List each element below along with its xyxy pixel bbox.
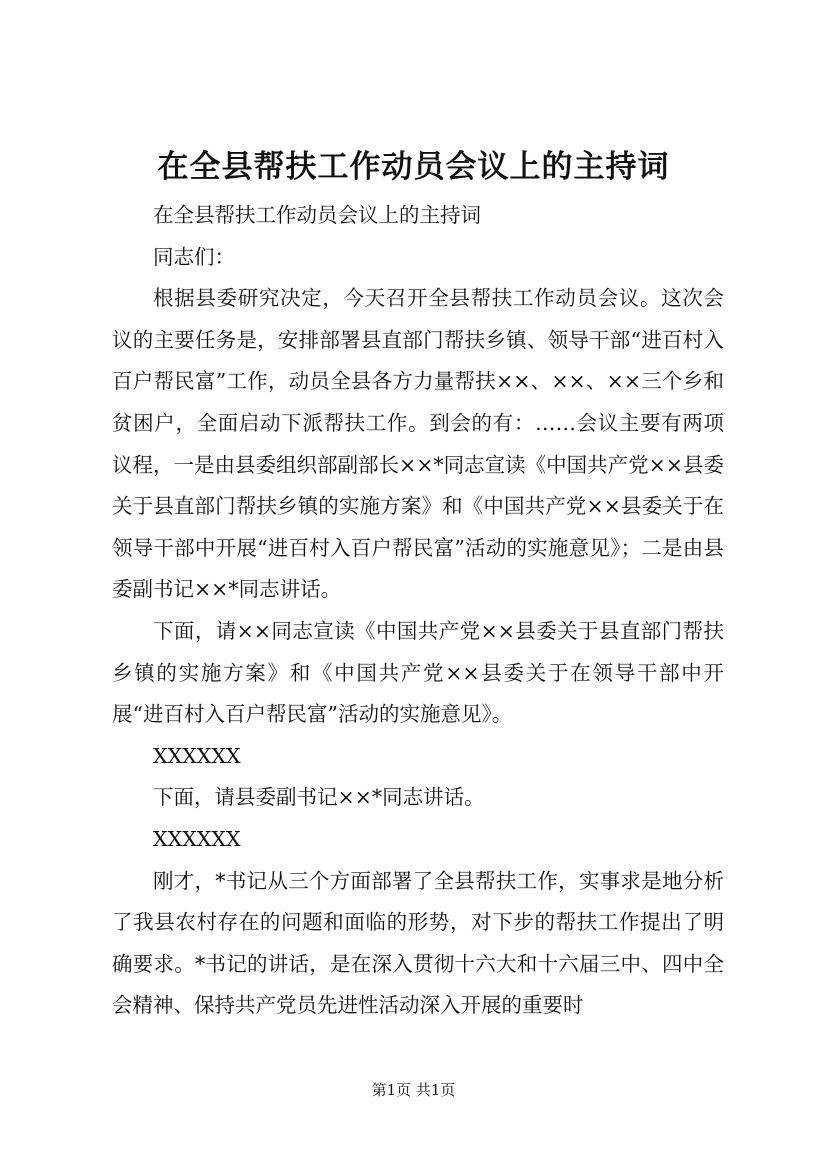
paragraph-placeholder: XXXXXX: [153, 826, 241, 851]
document-body: [112, 195, 724, 1027]
document-title: 在全县帮扶工作动员会议上的主持词: [157, 149, 670, 185]
page-footer: [0, 1080, 827, 1100]
paragraph-opening: 根据县委研究决定，今天召开全县帮扶工作动员会议。这次会议的主要任务是，安排部署县直部门帮扶乡镇、领导干部“进百村入百户帮民富”工作，动员全县各方力量帮扶××、××、××三个乡和贫困户，全面启动下派帮扶工作。到会的有：……会议主要有两项议程，一是由县委组织部副部长××*同志宣读《中国共产党××县委关于县直部门帮扶乡镇的实施方案》和《中国共产党××县委关于在领导干部中开展“进百村入百户帮民富”活动的实施意见》；二是由县委副书记××*同志讲话。: [112, 286, 724, 602]
paragraph-reading-request: 下面，请××同志宣读《中国共产党××县委关于县直部门帮扶乡镇的实施方案》和《中国共产党××县委关于在领导干部中开展“进百村入百户帮民富”活动的实施意见》。: [112, 618, 724, 727]
paragraph-placeholder: XXXXXX: [153, 743, 241, 768]
page-number: 第1页 共1页: [371, 1081, 456, 1099]
paragraph-subtitle: 在全县帮扶工作动员会议上的主持词: [153, 203, 481, 227]
paragraph-summary: 刚才，*书记从三个方面部署了全县帮扶工作，实事求是地分析了我县农村存在的问题和面临的形势，对下步的帮扶工作提出了明确要求。*书记的讲话，是在深入贯彻十六大和十六届三中、四中全会精神、保持共产党员先进性活动深入开展的重要时: [112, 868, 724, 1018]
paragraph-speech-request: 下面，请县委副书记××*同志讲话。: [153, 785, 485, 810]
paragraph-salutation: 同志们：: [153, 244, 235, 269]
